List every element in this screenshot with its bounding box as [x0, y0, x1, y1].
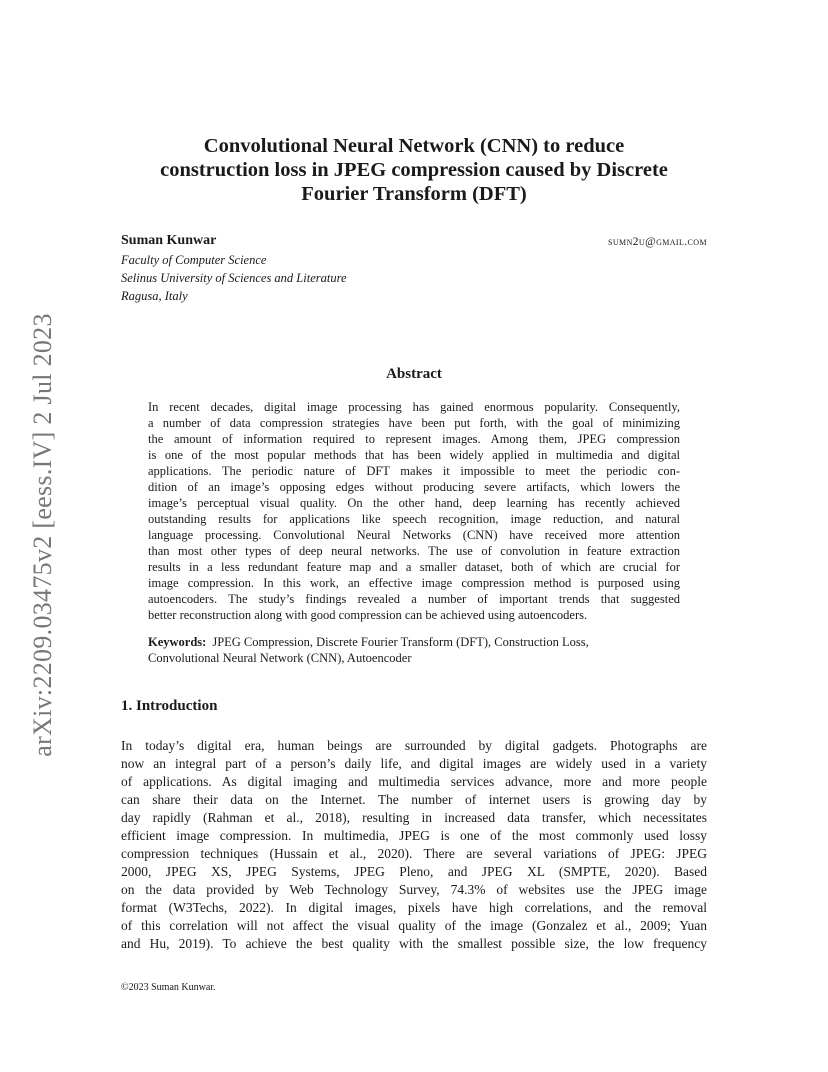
- paper-title: [110, 134, 718, 206]
- abstract-line: applications. The periodic nature of DFT makes it impossible to meet the periodic con-: [148, 464, 680, 478]
- abstract-line: In recent decades, digital image processing has gained enormous popularity. Consequently,: [148, 400, 680, 414]
- keywords-label: Keywords:: [148, 635, 207, 649]
- abstract-line: image compression. In this work, an effective image compression method is purposed using: [148, 576, 680, 590]
- abstract-line: the amount of information required to represent images. Among them, JPEG compression: [148, 432, 680, 446]
- abstract-line: image’s perceptual visual quality. On the other hand, deep learning has recently achieved: [148, 496, 680, 510]
- abstract-line: better reconstruction along with good compression can be achieved using autoencoders.: [148, 608, 588, 622]
- abstract-heading: Abstract: [386, 366, 442, 382]
- keywords-line: [148, 634, 680, 650]
- title-line: construction loss in JPEG compression caused by Discrete: [160, 159, 668, 181]
- section-heading: 1. Introduction: [121, 698, 218, 714]
- body-line: day rapidly (Rahman et al., 2018), resulting in increased data transfer, which necessitates: [121, 810, 707, 825]
- copyright-footer: ©2023 Suman Kunwar.: [121, 982, 216, 993]
- keywords-text: JPEG Compression, Discrete Fourier Transform (DFT), Construction Loss,: [212, 635, 589, 649]
- body-line: 2000, JPEG XS, JPEG Systems, JPEG Pleno, and JPEG XL (SMPTE, 2020). Based: [121, 864, 707, 879]
- author-email: sumn2u@gmail.com: [608, 236, 707, 248]
- abstract-line: is one of the most popular methods that has been widely applied in multimedia and digital: [148, 448, 680, 462]
- body-line: of this correlation will not affect the visual quality of the image (Gonzalez et al., 2009; Yuan: [121, 918, 707, 933]
- body-line: format (W3Techs, 2022). In digital images, pixels have high correlations, and the removal: [121, 900, 707, 915]
- body-line: compression techniques (Hussain et al., 2020). There are several variations of JPEG: JPEG: [121, 846, 707, 861]
- title-line: Convolutional Neural Network (CNN) to reduce: [203, 135, 625, 157]
- body-line: of applications. As digital imaging and multimedia services advance, more and more people: [121, 774, 707, 789]
- keywords-line: Convolutional Neural Network (CNN), Autoencoder: [148, 651, 412, 665]
- abstract-line: than most other types of deep neural networks. The use of convolution in feature extraction: [148, 544, 680, 558]
- title-line: Fourier Transform (DFT): [301, 183, 527, 205]
- abstract-line: results in a less redundant feature map and a smaller dataset, both of which are crucial for: [148, 560, 680, 574]
- affiliation-line: Faculty of Computer Science: [121, 253, 267, 267]
- arxiv-identifier: arXiv:2209.03475v2 [eess.IV] 2 Jul 2023: [28, 313, 57, 757]
- abstract-line: outstanding results for applications like speech recognition, image reduction, and natural: [148, 512, 680, 526]
- body-line: can share their data on the Internet. The number of internet users is growing day by: [121, 792, 707, 807]
- affiliation-line: Selinus University of Sciences and Literature: [121, 271, 347, 285]
- abstract-line: language processing. Convolutional Neural Networks (CNN) have received more attention: [148, 528, 680, 542]
- author-name: Suman Kunwar: [121, 233, 217, 248]
- abstract-line: autoencoders. The study’s findings revealed a number of important trends that suggested: [148, 592, 680, 606]
- body-line: on the data provided by Web Technology Survey, 74.3% of websites use the JPEG image: [121, 882, 707, 897]
- affiliation-line: Ragusa, Italy: [121, 289, 188, 303]
- abstract-line: dition of an image’s opposing edges without producing severe artifacts, which lowers the: [148, 480, 680, 494]
- body-line: In today’s digital era, human beings are surrounded by digital gadgets. Photographs are: [121, 738, 707, 753]
- abstract-line: a number of data compression strategies have been put forth, with the goal of minimizing: [148, 416, 680, 430]
- body-line: and Hu, 2019). To achieve the best quality with the smallest possible size, the low frequency: [121, 936, 707, 951]
- body-line: efficient image compression. In multimedia, JPEG is one of the most commonly used lossy: [121, 828, 707, 843]
- body-line: now an integral part of a person’s daily life, and digital images are widely used in a variety: [121, 756, 707, 771]
